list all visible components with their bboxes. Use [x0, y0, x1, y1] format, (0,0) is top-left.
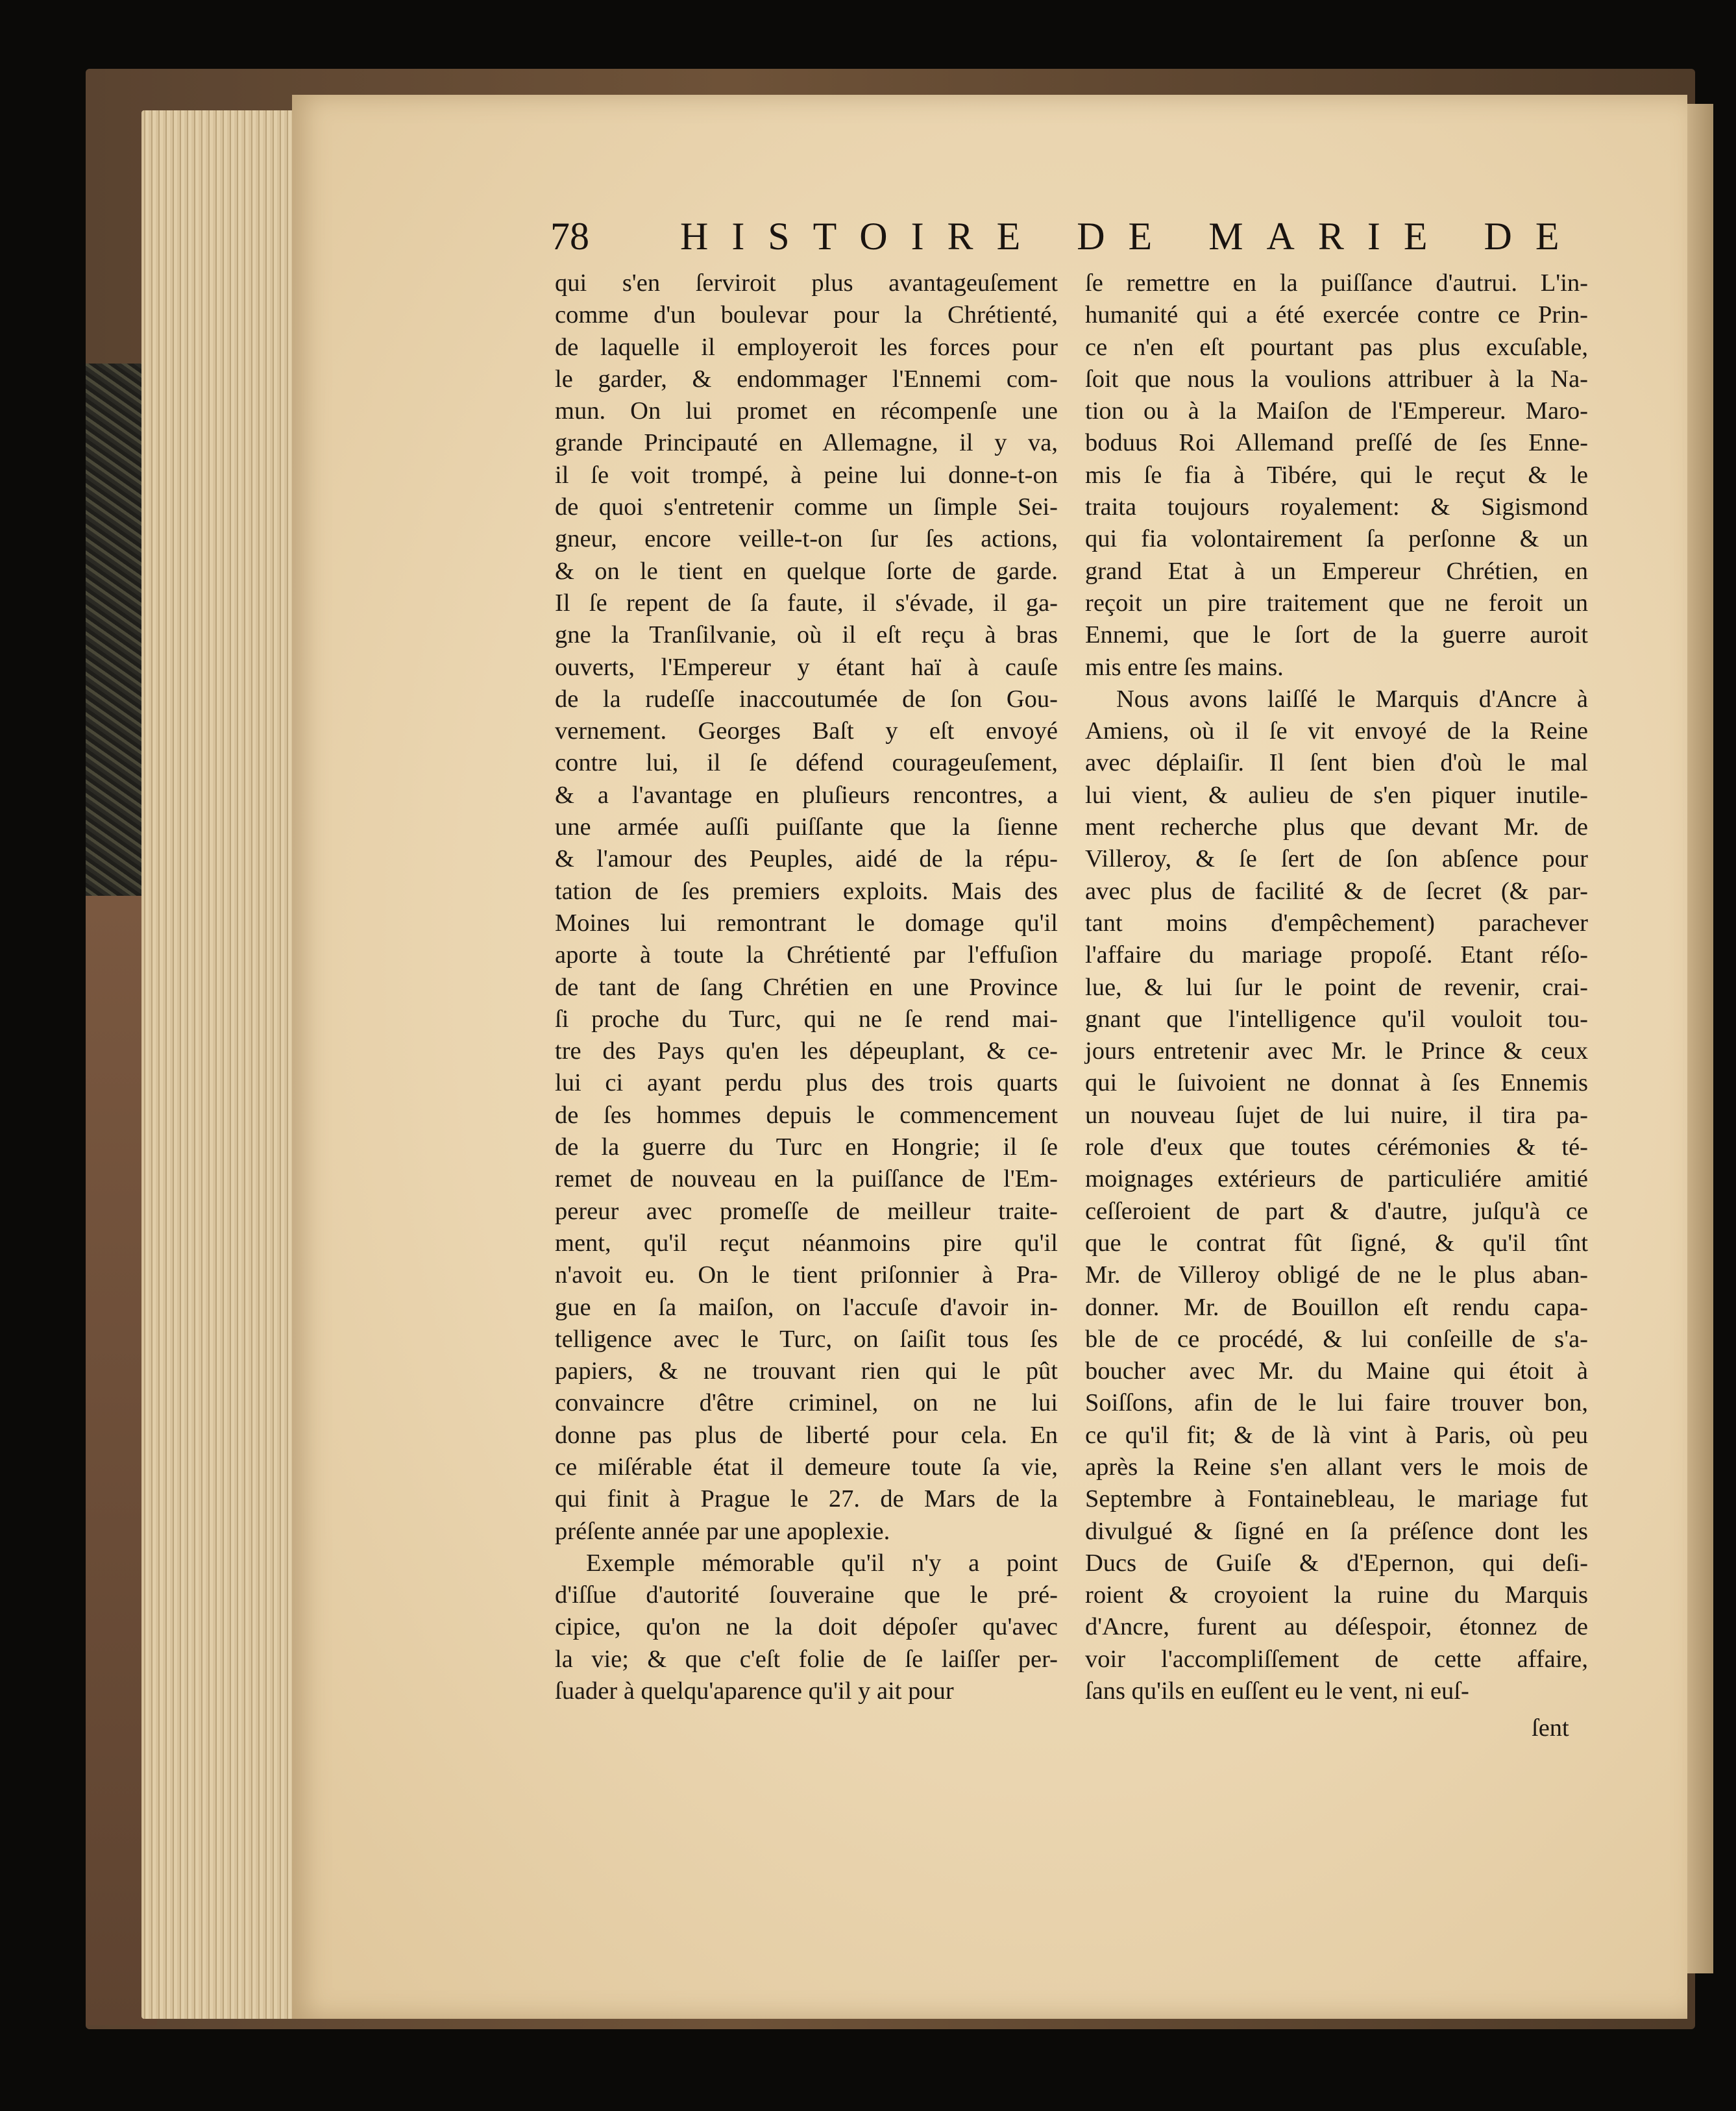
text-line: convaincre d'être criminel, on ne lui — [555, 1389, 1058, 1417]
text-line: de ſes hommes depuis le commencement — [555, 1101, 1058, 1129]
text-line: jours entretenir avec Mr. le Prince & ceux — [1085, 1037, 1588, 1065]
text-line: Soiſſons, afin de le lui faire trouver bon, — [1085, 1389, 1588, 1417]
text-line: Nous avons laiſſé le Marquis d'Ancre à — [1116, 685, 1588, 713]
text-line: grande Principauté en Allemagne, il y va, — [555, 429, 1058, 457]
text-line: lui vient, & aulieu de s'en piquer inutile- — [1085, 781, 1588, 809]
text-line: de quoi s'entretenir comme un ſimple Sei- — [555, 493, 1058, 521]
text-line: de laquelle il employeroit les forces pour — [555, 333, 1058, 361]
text-line: l'affaire du mariage propoſé. Etant réſo- — [1085, 941, 1588, 969]
text-line: d'iſſue d'autorité ſouveraine que le pré- — [555, 1581, 1058, 1609]
text-line: contre lui, il ſe défend courageuſement, — [555, 749, 1058, 777]
text-line: papiers, & ne trouvant rien qui le pût — [555, 1357, 1058, 1385]
text-line: qui fia volontairement ſa perſonne & un — [1085, 525, 1588, 553]
text-line: qui le ſuivoient ne donnat à ſes Ennemis — [1085, 1069, 1588, 1097]
text-line: ſi proche du Turc, qui ne ſe rend mai- — [555, 1005, 1058, 1033]
text-line: roient & croyoient la ruine du Marquis — [1085, 1581, 1588, 1609]
text-line: voir l'accompliſſement de cette affaire, — [1085, 1645, 1588, 1673]
text-line: ſans qu'ils en euſſent eu le vent, ni euſ- — [1085, 1677, 1469, 1705]
facing-page-edge — [1687, 104, 1713, 1973]
text-line: Amiens, où il ſe vit envoyé de la Reine — [1085, 717, 1588, 745]
text-line: Exemple mémorable qu'il n'y a point — [586, 1549, 1058, 1577]
text-line: grand Etat à un Empereur Chrétien, en — [1085, 557, 1588, 585]
text-line: ment recherche plus que devant Mr. de — [1085, 813, 1588, 841]
text-line: ſe remettre en la puiſſance d'autrui. L'in- — [1085, 269, 1588, 297]
text-line: role d'eux que toutes cérémonies & té- — [1085, 1133, 1588, 1161]
text-line: mis ſe fia à Tibére, qui le reçut & le — [1085, 461, 1588, 489]
text-line: vernement. Georges Baſt y eſt envoyé — [555, 717, 1058, 745]
text-line: & on le tient en quelque ſorte de garde. — [555, 557, 1058, 585]
text-line: gue en ſa maiſon, on l'accuſe d'avoir in- — [555, 1293, 1058, 1321]
text-line: le garder, & endommager l'Ennemi com- — [555, 365, 1058, 393]
text-line: comme d'un boulevar pour la Chrétienté, — [555, 301, 1058, 329]
text-line: reçoit un pire traitement que ne feroit un — [1085, 589, 1588, 617]
text-line: lui ci ayant perdu plus des trois quarts — [555, 1069, 1058, 1097]
text-line: de la rudeſſe inaccoutumée de ſon Gou- — [555, 685, 1058, 713]
text-line: humanité qui a été exercée contre ce Prin- — [1085, 301, 1588, 329]
text-line: donner. Mr. de Bouillon eſt rendu capa- — [1085, 1293, 1588, 1321]
text-line: ble de ce procédé, & lui conſeille de s'a- — [1085, 1325, 1588, 1353]
text-line: de tant de ſang Chrétien en une Province — [555, 973, 1058, 1001]
page-header — [550, 214, 1583, 266]
text-line: tant moins d'empêchement) parachever — [1085, 909, 1588, 937]
text-line: Mr. de Villeroy obligé de ne le plus aban- — [1085, 1261, 1588, 1289]
text-line: & l'amour des Peuples, aidé de la répu- — [555, 845, 1058, 873]
text-line: tre des Pays qu'en les dépeuplant, & ce- — [555, 1037, 1058, 1065]
text-line: aporte à toute la Chrétienté par l'effuſion — [555, 941, 1058, 969]
text-line: cipice, qu'on ne la doit dépoſer qu'avec — [555, 1613, 1058, 1641]
text-line: boucher avec Mr. du Maine qui étoit à — [1085, 1357, 1588, 1385]
text-line: n'avoit eu. On le tient priſonnier à Pra- — [555, 1261, 1058, 1289]
text-line: avec plus de facilité & de ſecret (& par- — [1085, 877, 1588, 905]
text-line: mun. On lui promet en récompenſe une — [555, 397, 1058, 425]
text-line: pereur avec promeſſe de meilleur traite- — [555, 1197, 1058, 1225]
text-line: avec déplaiſir. Il ſent bien d'où le mal — [1085, 749, 1588, 777]
text-line: boduus Roi Allemand preſſé de ſes Enne- — [1085, 429, 1588, 457]
text-line: une armée auſſi puiſſante que la ſienne — [555, 813, 1058, 841]
text-line: & a l'avantage en pluſieurs rencontres, a — [555, 781, 1058, 809]
text-line: ceſſeroient de part & d'autre, juſqu'à ce — [1085, 1197, 1588, 1225]
text-line: ſuader à quelqu'aparence qu'il y ait pour — [555, 1677, 954, 1705]
text-line: Septembre à Fontainebleau, le mariage fut — [1085, 1485, 1588, 1513]
text-line: tation de ſes premiers exploits. Mais des — [555, 877, 1058, 905]
text-line: ſoit que nous la voulions attribuer à la Na- — [1085, 365, 1588, 393]
page-edges — [141, 110, 297, 2019]
text-line: donne pas plus de liberté pour cela. En — [555, 1421, 1058, 1449]
page-number: 78 — [550, 215, 589, 258]
text-line: ce miſérable état il demeure toute ſa vie, — [555, 1453, 1058, 1481]
text-line: tion ou à la Maiſon de l'Empereur. Maro- — [1085, 397, 1588, 425]
text-line: ce qu'il fit; & de là vint à Paris, où peu — [1085, 1421, 1588, 1449]
catchword: ſent — [1532, 1714, 1569, 1742]
text-line: qui finit à Prague le 27. de Mars de la — [555, 1485, 1058, 1513]
text-line: ment, qu'il reçut néanmoins pire qu'il — [555, 1229, 1058, 1257]
text-line: qui s'en ſerviroit plus avantageuſement — [555, 269, 1058, 297]
text-line: remet de nouveau en la puiſſance de l'Em- — [555, 1165, 1058, 1193]
text-line: gnant que l'intelligence qu'il vouloit tou- — [1085, 1005, 1588, 1033]
text-line: Il ſe repent de ſa faute, il s'évade, il ga- — [555, 589, 1058, 617]
left-text-column — [555, 267, 1058, 1707]
text-line: la vie; & que c'eſt folie de ſe laiſſer per- — [555, 1645, 1058, 1673]
text-line: un nouveau ſujet de lui nuire, il tira pa- — [1085, 1101, 1588, 1129]
text-line: telligence avec le Turc, on ſaiſit tous ſes — [555, 1325, 1058, 1353]
right-text-column — [1085, 267, 1588, 1707]
text-line: Ducs de Guiſe & d'Epernon, qui deſi- — [1085, 1549, 1588, 1577]
text-line: moignages extérieurs de particuliére amitié — [1085, 1165, 1588, 1193]
text-line: que le contrat fût ſigné, & qu'il tînt — [1085, 1229, 1588, 1257]
text-line: ce n'en eſt pourtant pas plus excuſable, — [1085, 333, 1588, 361]
text-line: gne la Tranſilvanie, où il eſt reçu à bras — [555, 621, 1058, 649]
text-line: après la Reine s'en allant vers le mois de — [1085, 1453, 1588, 1481]
text-line: ouverts, l'Empereur y étant haï à cauſe — [555, 653, 1058, 681]
text-line: divulgué & ſigné en ſa préſence dont les — [1085, 1517, 1588, 1545]
text-line: Ennemi, que le ſort de la guerre auroit — [1085, 621, 1588, 649]
text-line: préſente année par une apoplexie. — [555, 1517, 890, 1545]
text-line: de la guerre du Turc en Hongrie; il ſe — [555, 1133, 1058, 1161]
text-line: mis entre ſes mains. — [1085, 653, 1284, 681]
text-line: il ſe voit trompé, à peine lui donne-t-on — [555, 461, 1058, 489]
text-line: Villeroy, & ſe ſert de ſon abſence pour — [1085, 845, 1588, 873]
text-line: lue, & lui ſur le point de revenir, crai- — [1085, 973, 1588, 1001]
text-line: d'Ancre, furent au déſespoir, étonnez de — [1085, 1613, 1588, 1641]
text-line: traita toujours royalement: & Sigismond — [1085, 493, 1588, 521]
running-title: HISTOIRE DE MARIE DE — [680, 215, 1583, 258]
text-line: Moines lui remontrant le domage qu'il — [555, 909, 1058, 937]
text-line: gneur, encore veille-t-on ſur ſes actions, — [555, 525, 1058, 553]
